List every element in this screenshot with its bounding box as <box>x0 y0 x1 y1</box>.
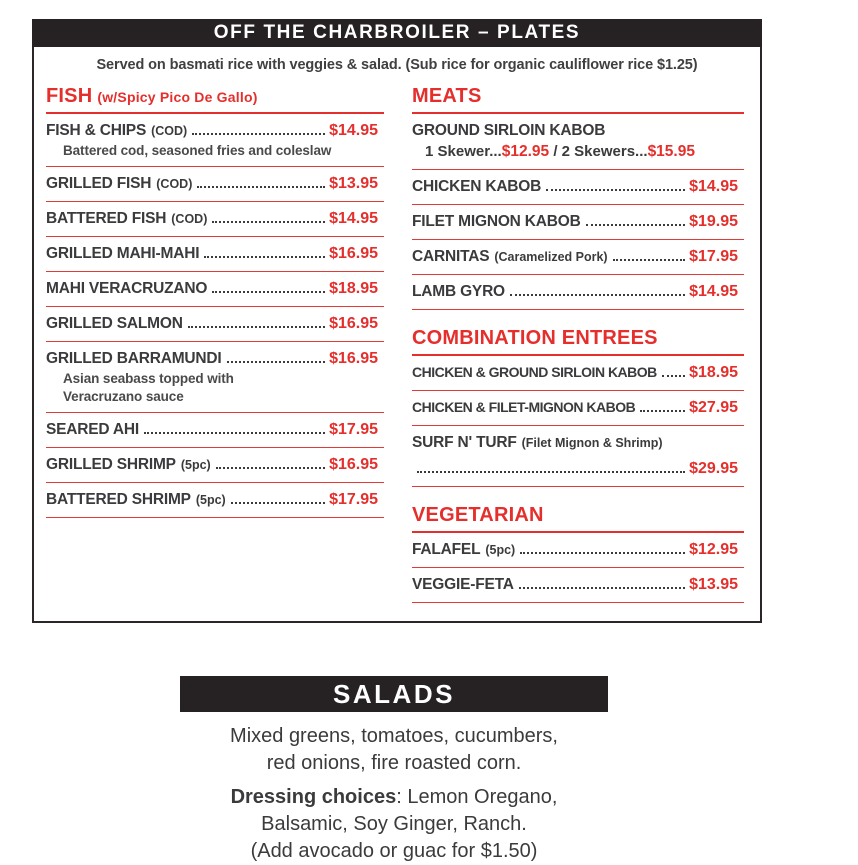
dotted-leader <box>231 502 325 504</box>
menu-item <box>412 275 744 310</box>
menu-subtitle: Served on basmati rice with veggies & salad. (Sub rice for organic cauliflower rice $1.25) <box>96 57 698 73</box>
item-line <box>46 114 384 140</box>
dotted-leader <box>640 410 685 412</box>
dotted-leader <box>216 467 325 469</box>
menu-section-vegetarian <box>412 504 744 603</box>
item-name: SEARED AHI <box>46 421 140 438</box>
item-divider <box>46 517 384 518</box>
item-name: FILET MIGNON KABOB <box>412 213 581 230</box>
salads-title: SALADS <box>333 678 455 709</box>
item-name: MAHI VERACRUZANO <box>46 280 208 297</box>
item-line <box>46 413 384 439</box>
item-name: GRILLED SALMON <box>46 315 183 332</box>
dotted-leader <box>519 587 685 589</box>
salads-panel <box>180 676 608 865</box>
salads-dressing-line1 <box>180 784 608 811</box>
section-title-note: (w/Spicy Pico De Gallo) <box>97 89 258 105</box>
menu-section-fish <box>46 85 384 518</box>
item-note: (COD) <box>156 177 193 191</box>
item-note: (COD) <box>151 124 188 138</box>
item-note: (Caramelized Pork) <box>494 250 608 264</box>
item-divider <box>412 486 744 487</box>
menu-item <box>412 205 744 240</box>
salads-dressing-line2: Balsamic, Soy Ginger, Ranch. <box>261 813 527 835</box>
item-line <box>46 167 384 193</box>
item-description: Asian seabass topped with <box>63 371 234 386</box>
menu-section-combos <box>412 327 744 487</box>
menu-item <box>46 202 384 237</box>
item-price: $17.95 <box>329 421 378 438</box>
skewer2-label: / 2 Skewers... <box>549 143 648 160</box>
skewer1-price: $12.95 <box>501 143 550 160</box>
menu-title-bar <box>32 19 762 47</box>
skewer1-label: 1 Skewer... <box>425 143 502 160</box>
item-price: $13.95 <box>689 576 738 593</box>
menu-column-right <box>412 85 744 603</box>
dressing-choices-list: : Lemon Oregano, <box>396 786 558 808</box>
dotted-leader <box>662 375 685 377</box>
dotted-leader <box>510 294 685 296</box>
charbroiler-menu-panel <box>32 19 762 623</box>
item-note: (Filet Mignon & Shrimp) <box>521 436 663 450</box>
item-price: $16.95 <box>329 350 378 367</box>
item-price: $14.95 <box>689 178 738 195</box>
item-price: $27.95 <box>689 399 738 416</box>
item-note: (5pc) <box>195 493 226 507</box>
section-title-text: COMBINATION ENTREES <box>412 327 658 349</box>
dotted-leader <box>417 471 685 473</box>
item-description: Veracruzano sauce <box>63 389 184 404</box>
item-line <box>412 114 744 140</box>
salads-title-bar <box>180 676 608 712</box>
item-line <box>412 533 744 559</box>
menu-title: OFF THE CHARBROILER – PLATES <box>213 22 581 43</box>
dotted-leader <box>546 189 685 191</box>
item-divider <box>412 309 744 310</box>
item-line <box>412 391 744 417</box>
section-title-text: MEATS <box>412 85 482 107</box>
menu-item <box>46 342 384 413</box>
item-name: BATTERED SHRIMP <box>46 491 191 508</box>
item-name: CHICKEN & GROUND SIRLOIN KABOB <box>412 364 657 380</box>
item-price-line <box>412 452 744 478</box>
dotted-leader <box>613 259 685 261</box>
section-title-text: FISH <box>46 85 93 107</box>
item-line <box>412 240 744 266</box>
salads-description <box>180 723 608 865</box>
section-title <box>412 85 744 114</box>
section-title <box>412 504 744 533</box>
skewer-price-line <box>412 140 744 161</box>
item-line <box>412 170 744 196</box>
dressing-choices-label: Dressing choices <box>230 786 397 808</box>
item-price: $16.95 <box>329 245 378 262</box>
dotted-leader <box>188 326 325 328</box>
item-name: GROUND SIRLOIN KABOB <box>412 122 606 139</box>
section-title <box>412 327 744 356</box>
section-title <box>46 85 384 114</box>
dotted-leader <box>204 256 325 258</box>
menu-item <box>46 483 384 518</box>
menu-item <box>46 167 384 202</box>
menu-column-left <box>46 85 384 518</box>
menu-item <box>46 307 384 342</box>
skewer2-price: $15.95 <box>647 143 695 160</box>
item-name: BATTERED FISH <box>46 210 167 227</box>
item-price: $29.95 <box>689 460 738 477</box>
salads-ingredients-line2: red onions, fire roasted corn. <box>266 752 522 774</box>
menu-item <box>412 170 744 205</box>
item-name: LAMB GYRO <box>412 283 505 300</box>
item-price: $12.95 <box>689 541 738 558</box>
item-price: $17.95 <box>689 248 738 265</box>
dotted-leader <box>144 432 325 434</box>
salads-addon-note: (Add avocado or guac for $1.50) <box>250 840 538 862</box>
dotted-leader <box>586 224 685 226</box>
item-line <box>46 272 384 298</box>
salads-ingredients-line1: Mixed greens, tomatoes, cucumbers, <box>230 725 558 747</box>
item-name: CHICKEN KABOB <box>412 178 542 195</box>
menu-item <box>412 391 744 426</box>
item-name: GRILLED SHRIMP <box>46 456 176 473</box>
menu-item <box>46 448 384 483</box>
item-line <box>46 202 384 228</box>
item-line <box>412 205 744 231</box>
item-name: GRILLED BARRAMUNDI <box>46 350 222 367</box>
menu-item <box>412 568 744 603</box>
item-line <box>412 356 744 382</box>
item-note: (5pc) <box>485 543 516 557</box>
item-price: $16.95 <box>329 315 378 332</box>
item-price: $18.95 <box>329 280 378 297</box>
item-name: GRILLED FISH <box>46 175 152 192</box>
menu-item <box>412 426 744 487</box>
item-line <box>412 568 744 594</box>
item-price: $14.95 <box>689 283 738 300</box>
item-line <box>46 342 384 368</box>
item-price: $13.95 <box>329 175 378 192</box>
dotted-leader <box>212 221 325 223</box>
dotted-leader <box>212 291 325 293</box>
item-price: $14.95 <box>329 210 378 227</box>
dotted-leader <box>520 552 685 554</box>
item-name: VEGGIE-FETA <box>412 576 514 593</box>
item-name: FISH & CHIPS <box>46 122 147 139</box>
menu-item <box>46 272 384 307</box>
item-price: $19.95 <box>689 213 738 230</box>
menu-item <box>412 114 744 170</box>
dotted-leader <box>192 133 325 135</box>
dotted-leader <box>197 186 325 188</box>
item-description: Battered cod, seasoned fries and coleslaw <box>63 143 332 158</box>
menu-item <box>46 237 384 272</box>
item-name: CHICKEN & FILET-MIGNON KABOB <box>412 399 636 415</box>
menu-section-meats <box>412 85 744 310</box>
item-line <box>46 237 384 263</box>
item-note: (COD) <box>171 212 208 226</box>
menu-item <box>46 114 384 167</box>
item-line <box>46 448 384 474</box>
item-price: $17.95 <box>329 491 378 508</box>
menu-item <box>412 356 744 391</box>
menu-item <box>412 240 744 275</box>
item-price: $18.95 <box>689 364 738 381</box>
menu-item <box>46 413 384 448</box>
section-title-text: VEGETARIAN <box>412 504 544 526</box>
item-line <box>46 307 384 333</box>
item-divider <box>412 602 744 603</box>
item-name: SURF N' TURF <box>412 434 517 451</box>
item-price: $16.95 <box>329 456 378 473</box>
item-name: FALAFEL <box>412 541 481 558</box>
item-line <box>412 426 744 452</box>
dotted-leader <box>227 361 326 363</box>
item-line <box>412 275 744 301</box>
item-line <box>46 483 384 509</box>
item-name: CARNITAS <box>412 248 490 265</box>
item-note: (5pc) <box>180 458 211 472</box>
menu-item <box>412 533 744 568</box>
item-name: GRILLED MAHI-MAHI <box>46 245 200 262</box>
item-price: $14.95 <box>329 122 378 139</box>
